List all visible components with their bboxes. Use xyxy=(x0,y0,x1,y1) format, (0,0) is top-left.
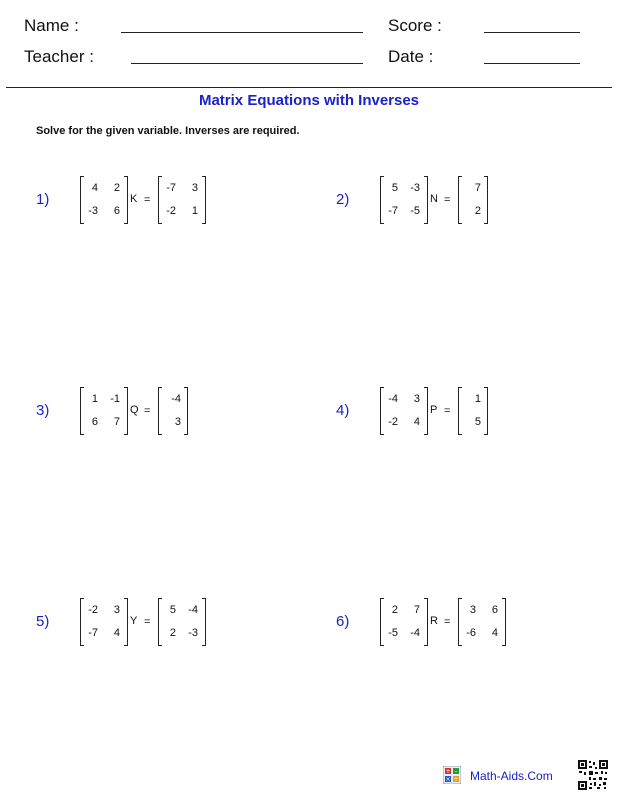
matrix-entry: 3 xyxy=(113,604,120,616)
variable-label: Y xyxy=(130,615,138,627)
matrix-entry: -4 xyxy=(188,604,198,616)
matrix-entry: -4 xyxy=(388,393,398,405)
math-aids-logo-icon xyxy=(443,766,461,784)
matrix-entry: 6 xyxy=(91,416,98,428)
matrix-entry: -2 xyxy=(88,604,98,616)
result-matrix-left-bracket xyxy=(458,176,462,224)
matrix-entry: 7 xyxy=(474,182,481,194)
result-matrix xyxy=(158,598,206,646)
coefficient-matrix xyxy=(380,176,428,224)
matrix-entry: -7 xyxy=(166,182,176,194)
result-matrix xyxy=(458,598,506,646)
svg-text:÷: ÷ xyxy=(453,776,459,783)
result-matrix xyxy=(158,176,206,224)
brand-link[interactable]: Math-Aids.Com xyxy=(470,769,553,783)
variable-label: K xyxy=(130,193,138,205)
coefficient-matrix-right-bracket xyxy=(424,176,428,224)
problem-number: 3) xyxy=(36,402,50,419)
matrix-entry: 3 xyxy=(174,416,181,428)
matrix-entry: 2 xyxy=(169,627,176,639)
result-matrix-left-bracket xyxy=(458,387,462,435)
matrix-entry: 4 xyxy=(91,182,98,194)
matrix-entry: 3 xyxy=(469,604,476,616)
matrix-entry: 1 xyxy=(474,393,481,405)
problem-number: 5) xyxy=(36,613,50,630)
matrix-entry: -3 xyxy=(88,205,98,217)
coefficient-matrix-right-bracket xyxy=(124,387,128,435)
result-matrix xyxy=(158,387,188,435)
svg-text:+: + xyxy=(445,768,451,775)
result-matrix-left-bracket xyxy=(158,387,162,435)
instructions: Solve for the given variable. Inverses are required. xyxy=(36,125,300,137)
matrix-entry: 4 xyxy=(413,416,420,428)
coefficient-matrix-right-bracket xyxy=(124,598,128,646)
matrix-entry: 7 xyxy=(413,604,420,616)
matrix-entry: 2 xyxy=(474,205,481,217)
matrix-entry: 3 xyxy=(413,393,420,405)
matrix-entry: -6 xyxy=(466,627,476,639)
coefficient-matrix xyxy=(80,598,128,646)
problem-number: 1) xyxy=(36,191,50,208)
result-matrix-right-bracket xyxy=(502,598,506,646)
score-field[interactable] xyxy=(484,32,580,33)
equals-sign: = xyxy=(444,616,451,628)
teacher-label: Teacher : xyxy=(24,47,94,66)
worksheet-title: Matrix Equations with Inverses xyxy=(198,92,420,109)
coefficient-matrix-right-bracket xyxy=(424,598,428,646)
matrix-entry: 6 xyxy=(113,205,120,217)
coefficient-matrix xyxy=(380,598,428,646)
matrix-entry: 2 xyxy=(113,182,120,194)
variable-label: P xyxy=(430,404,438,416)
matrix-entry: 3 xyxy=(191,182,198,194)
matrix-entry: 4 xyxy=(491,627,498,639)
equals-sign: = xyxy=(444,194,451,206)
result-matrix-right-bracket xyxy=(484,176,488,224)
coefficient-matrix xyxy=(80,387,128,435)
matrix-entry: -1 xyxy=(110,393,120,405)
matrix-entry: -3 xyxy=(188,627,198,639)
matrix-entry: -3 xyxy=(410,182,420,194)
score-label: Score : xyxy=(388,16,442,35)
equals-sign: = xyxy=(144,194,151,206)
result-matrix xyxy=(458,387,488,435)
equals-sign: = xyxy=(444,405,451,417)
matrix-entry: -5 xyxy=(388,627,398,639)
matrix-entry: 5 xyxy=(391,182,398,194)
matrix-entry: 1 xyxy=(191,205,198,217)
matrix-entry: 6 xyxy=(491,604,498,616)
svg-text:-: - xyxy=(454,768,458,775)
problem-number: 6) xyxy=(336,613,350,630)
matrix-entry: -5 xyxy=(410,205,420,217)
coefficient-matrix xyxy=(80,176,128,224)
coefficient-matrix xyxy=(380,387,428,435)
equals-sign: = xyxy=(144,405,151,417)
teacher-field[interactable] xyxy=(131,63,363,64)
result-matrix-right-bracket xyxy=(184,387,188,435)
problem-number: 4) xyxy=(336,402,350,419)
name-label: Name : xyxy=(24,16,79,35)
variable-label: Q xyxy=(130,404,139,416)
result-matrix-right-bracket xyxy=(202,176,206,224)
matrix-entry: -7 xyxy=(88,627,98,639)
matrix-entry: -2 xyxy=(388,416,398,428)
variable-label: R xyxy=(430,615,438,627)
matrix-entry: 1 xyxy=(91,393,98,405)
matrix-entry: -4 xyxy=(410,627,420,639)
svg-text:×: × xyxy=(445,776,451,783)
matrix-entry: 5 xyxy=(169,604,176,616)
result-matrix xyxy=(458,176,488,224)
problem-number: 2) xyxy=(336,191,350,208)
header-divider xyxy=(6,87,612,88)
matrix-entry: 7 xyxy=(113,416,120,428)
matrix-entry: -4 xyxy=(171,393,181,405)
matrix-entry: -2 xyxy=(166,205,176,217)
variable-label: N xyxy=(430,193,438,205)
matrix-entry: 2 xyxy=(391,604,398,616)
name-field[interactable] xyxy=(121,32,363,33)
qr-code-icon xyxy=(578,760,608,790)
coefficient-matrix-right-bracket xyxy=(124,176,128,224)
date-field[interactable] xyxy=(484,63,580,64)
matrix-entry: 5 xyxy=(474,416,481,428)
matrix-entry: -7 xyxy=(388,205,398,217)
result-matrix-right-bracket xyxy=(484,387,488,435)
result-matrix-right-bracket xyxy=(202,598,206,646)
coefficient-matrix-right-bracket xyxy=(424,387,428,435)
date-label: Date : xyxy=(388,47,434,66)
equals-sign: = xyxy=(144,616,151,628)
matrix-entry: 4 xyxy=(113,627,120,639)
